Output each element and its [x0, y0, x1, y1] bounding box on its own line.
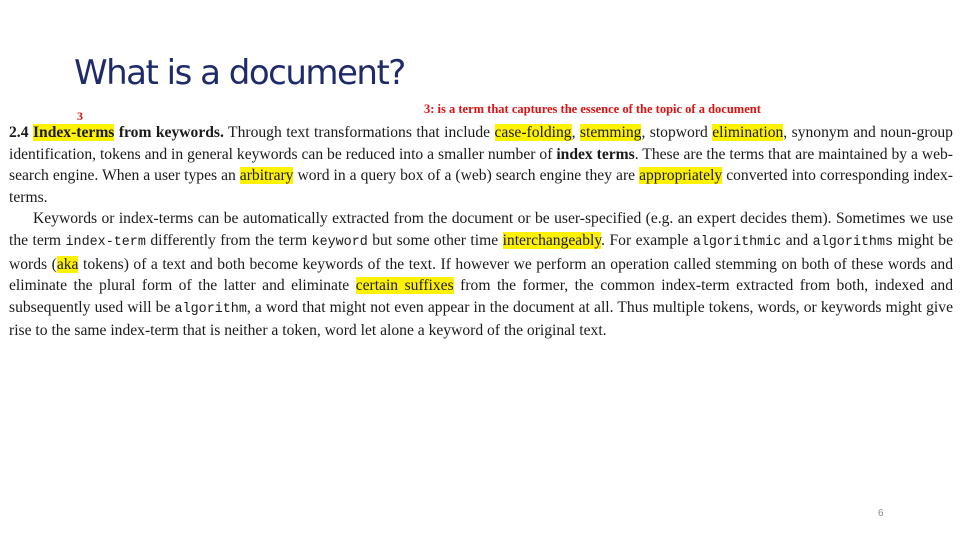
code-algorithm: algorithm — [174, 301, 247, 317]
text-run: tokens) of a text and both become keywords of the text. If however we perform an operation called stemming on both of these words and eliminate the plural form of the latter and eliminate — [9, 255, 953, 295]
annotation-note: 3: is a term that captures the essence of the topic of a document — [424, 102, 761, 116]
code-keyword: keyword — [311, 234, 368, 250]
text-run: converted into corresponding index-terms. — [9, 167, 953, 206]
text-run: , — [571, 124, 580, 141]
paragraph-1 — [9, 122, 953, 208]
highlight-stemming: stemming — [579, 124, 642, 141]
document-excerpt — [9, 122, 953, 342]
highlight-appropriately: appropriately — [639, 167, 723, 185]
highlight-certain-suffixes: certain suffixes — [355, 277, 454, 295]
code-algorithmic: algorithmic — [692, 234, 782, 250]
text-run: Through text transformations that include — [223, 124, 495, 141]
text-run: . These are the terms that are maintained by a web-search engine. When a user types an — [9, 145, 954, 185]
annotation-marker: 3 — [77, 109, 83, 123]
highlight-interchangeably: interchangeably — [502, 231, 602, 249]
bold-index-terms: index terms — [556, 145, 635, 163]
code-algorithms: algorithms — [812, 234, 894, 250]
heading-rest: from keywords. — [114, 124, 224, 141]
highlight-aka: aka — [56, 255, 79, 273]
highlight-elimination: elimination — [712, 124, 784, 141]
text-run: from the former, the common index-term extracted from both, indexed and subsequently used will be — [9, 277, 954, 316]
text-run: Keywords or index-terms can be automatically extracted from the document or be user-specified (e.g. an expert decides them). Sometimes we use the term — [9, 210, 953, 249]
heading-term-highlight: Index-terms — [32, 124, 115, 141]
text-run: but some other time — [367, 231, 503, 249]
text-run: and — [781, 231, 813, 249]
slide-title: What is a document? — [74, 53, 405, 93]
text-run: differently from the term — [145, 231, 312, 249]
section-number: 2.4 — [9, 124, 29, 141]
text-run: might be words ( — [9, 231, 954, 273]
text-run: , synonym and noun-group identification, tokens and in general keywords can be reduced into a smaller number of — [9, 124, 953, 163]
code-index-term: index-term — [65, 234, 146, 250]
text-run: . For example — [601, 231, 693, 249]
page-number: 6 — [878, 508, 884, 519]
paragraph-2 — [9, 208, 953, 342]
text-run: , stopword — [641, 124, 713, 141]
text-run: , a word that might not even appear in the document at all. Thus multiple tokens, words, or keywords might give rise to the same index-term that is neither a token, word let alone a keyword of the original text. — [9, 298, 953, 340]
text-run: word in a query box of a (web) search engine they are — [293, 167, 640, 185]
highlight-arbitrary: arbitrary — [239, 167, 294, 185]
highlight-case-folding: case-folding — [494, 124, 572, 141]
